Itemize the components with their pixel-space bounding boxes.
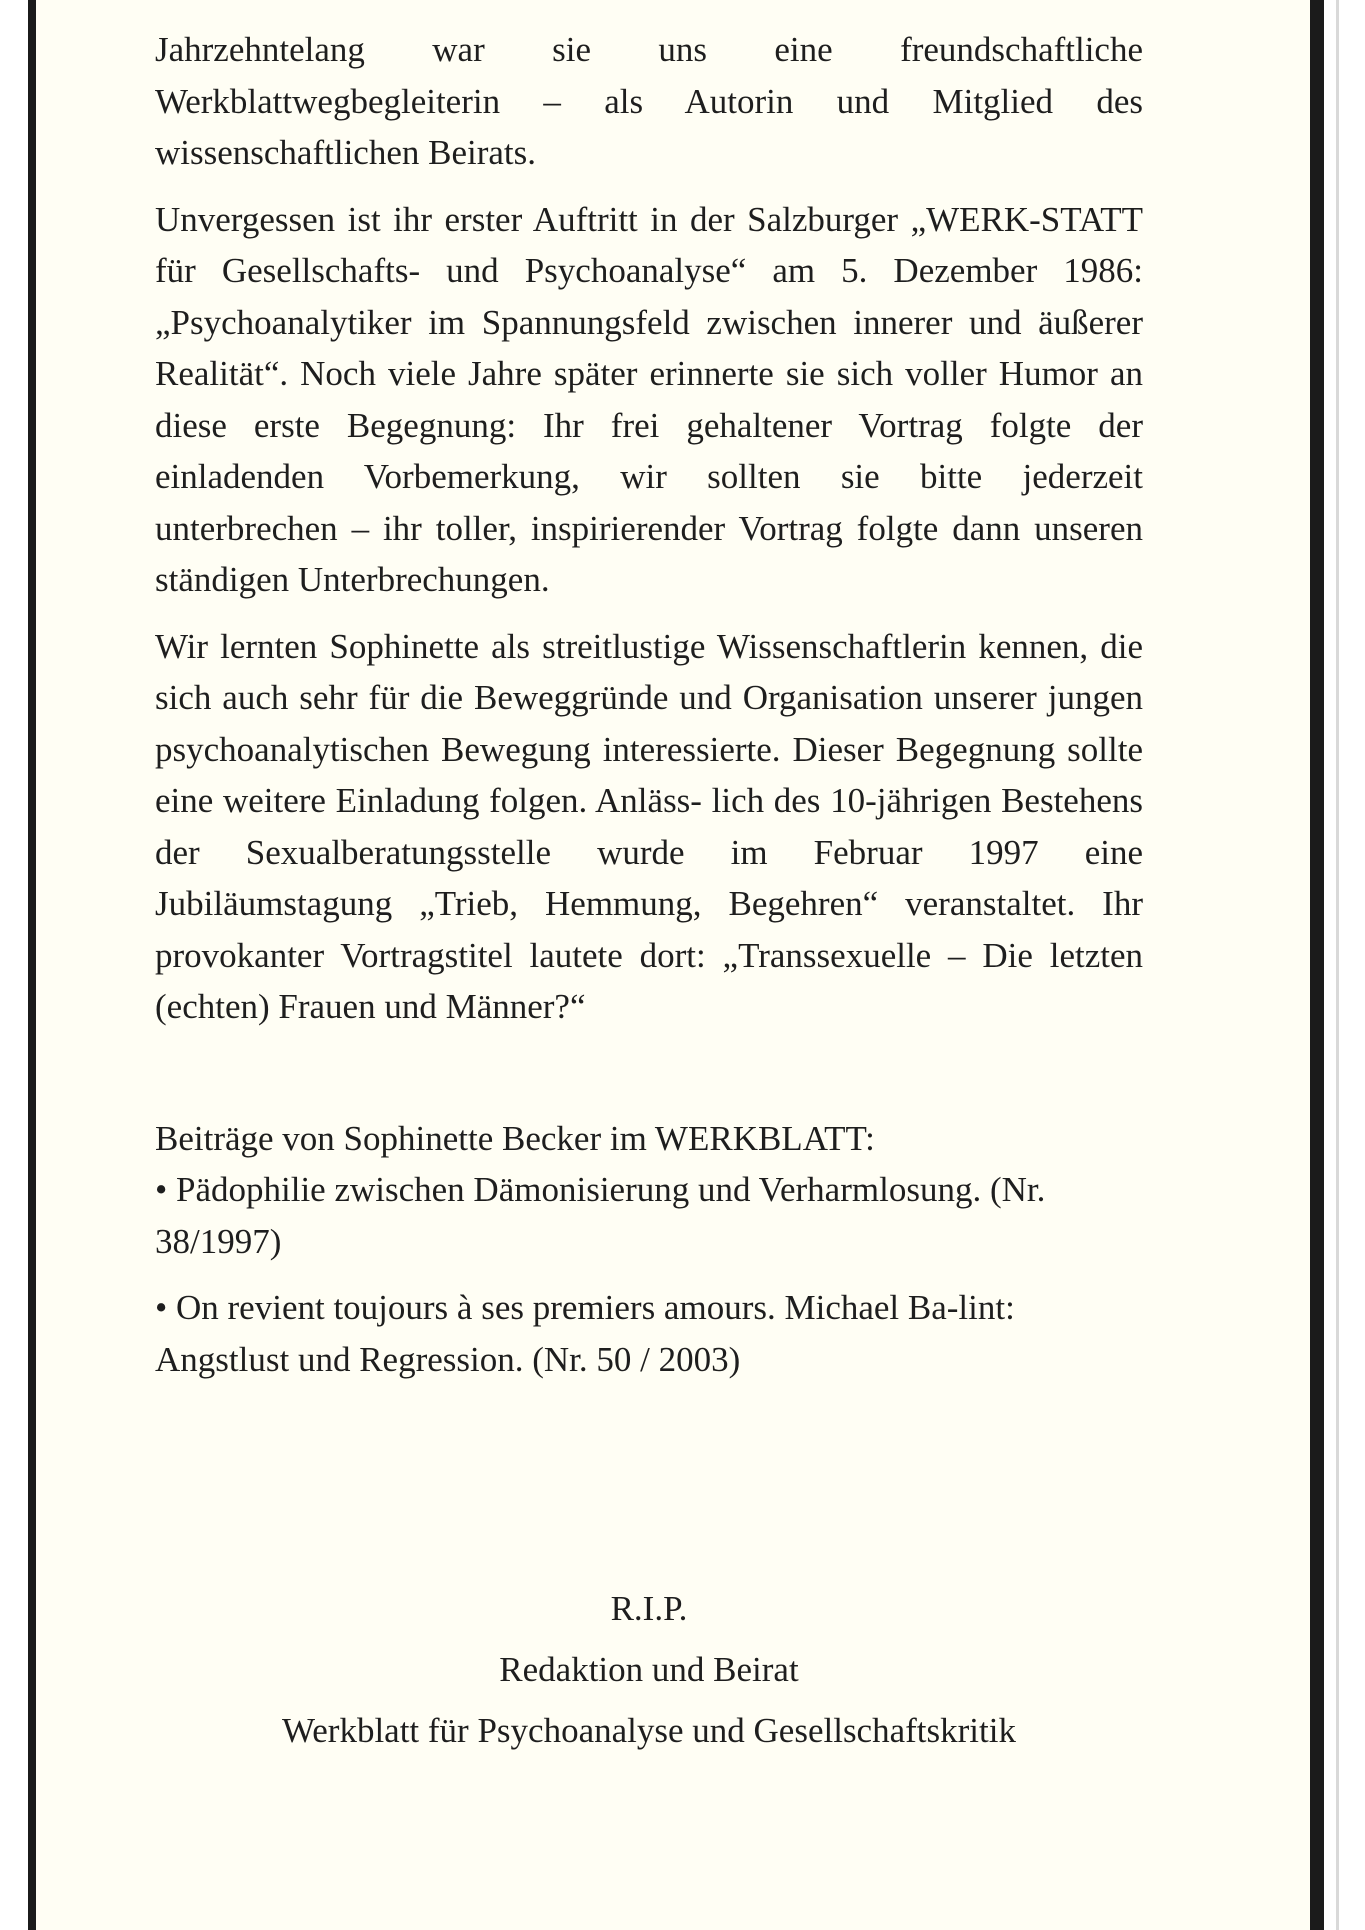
page-edge bbox=[1336, 0, 1339, 1930]
paragraph-intro: Jahrzehntelang war sie uns eine freundschaftliche Werkblattwegbegleiterin – als Autorin und Mitglied des wissenschaftlichen Beirats. bbox=[155, 30, 1143, 172]
publication-line: Werkblatt für Psychoanalyse und Gesellschaftskritik bbox=[282, 1711, 1016, 1750]
closing-block bbox=[155, 1578, 1143, 1761]
contribution-item: • Pädophilie zwischen Dämonisierung und Verharmlosung. (Nr. 38/1997) bbox=[155, 1170, 1046, 1261]
signature-line: Redaktion und Beirat bbox=[499, 1650, 799, 1689]
rip-line: R.I.P. bbox=[610, 1589, 688, 1628]
contribution-item: • On revient toujours à ses premiers amours. Michael Ba-lint: Angstlust und Regression. (Nr. 50 / 2003) bbox=[155, 1288, 1015, 1379]
document-body bbox=[155, 24, 1143, 1400]
contributions-section bbox=[155, 1113, 1143, 1386]
contributions-heading: Beiträge von Sophinette Becker im WERKBLATT: bbox=[155, 1118, 875, 1158]
paragraph-second-invitation: Wir lernten Sophinette als streitlustige Wissenschaftlerin kennen, die sich auch sehr für die Beweggründe und Organisation unserer jungen psychoanalytischen Bewegung interessierte. Dieser Begegnung sollte eine weitere Einladung folgen. Anläss- lich des 10-jährigen Bestehens der Sexualberatungsstelle wurde im Februar 1997 eine Jubiläumstagung „Trieb, Hemmung, Begehren“ veranstaltet. Ihr provokanter Vortragstitel lautete dort: „Transsexuelle – Die letzten (echten) Frauen und Männer?“ bbox=[155, 626, 1143, 1026]
paragraph-first-appearance: Unvergessen ist ihr erster Auftritt in der Salzburger „WERK-STATT für Gesellschafts- und Psychoanalyse“ am 5. Dezember 1986: „Psychoanalytiker im Spannungsfeld zwischen innerer und äußerer Realität“. Noch viele Jahre später erinnerte sie sich voller Humor an diese erste Begegnung: Ihr frei gehaltener Vortrag folgte der einladenden Vorbemerkung, wir sollten sie bitte jederzeit unterbrechen – ihr toller, inspirierender Vortrag folgte dann unseren ständigen Unterbrechungen. bbox=[155, 199, 1143, 599]
